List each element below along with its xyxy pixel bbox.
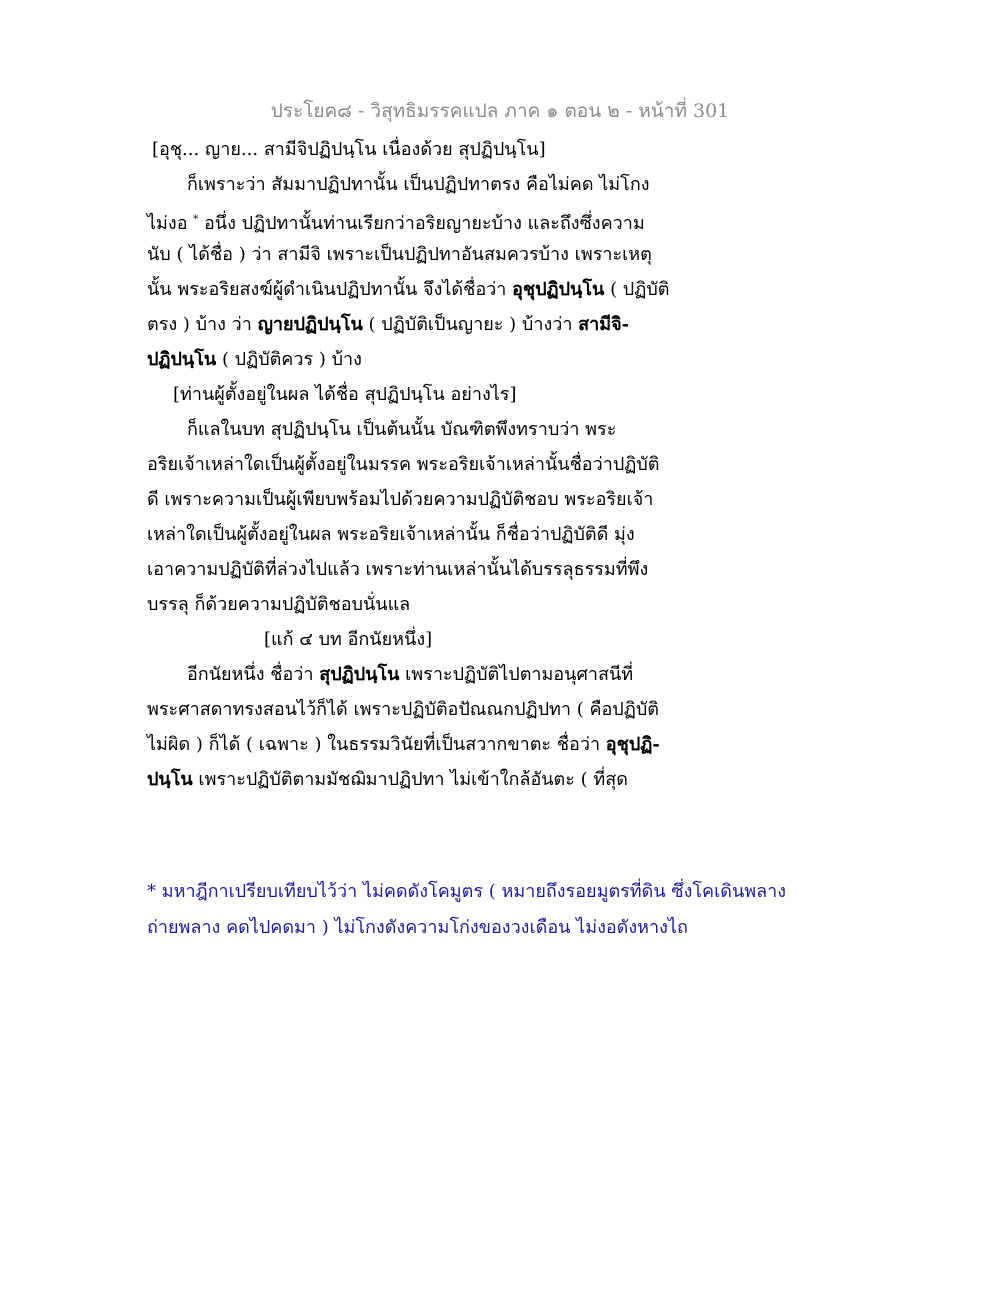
text-segment: ดี เพราะความเป็นผู้เพียบพร้อมไปด้วยความปฏิบัติชอบ พระอริยเจ้า [147, 489, 654, 510]
bold-term: อุชุปฏิปนฺโน [512, 279, 605, 300]
text-line [147, 377, 927, 412]
text-line [147, 517, 927, 552]
text-line [147, 552, 927, 587]
text-segment: [ท่านผู้ตั้งอยู่ในผล ได้ชื่อ สุปฏิปนฺโน อย่างไร] [173, 384, 517, 405]
text-segment: อริยเจ้าเหล่าใดเป็นผู้ตั้งอยู่ในมรรค พระอริยเจ้าเหล่านั้นชื่อว่าปฏิบัติ [147, 454, 660, 475]
text-segment: เหล่าใดเป็นผู้ตั้งอยู่ในผล พระอริยเจ้าเหล่านั้น ก็ชื่อว่าปฏิบัติดี มุ่ง [147, 524, 635, 545]
text-line [147, 132, 927, 167]
text-line [147, 237, 927, 272]
text-segment: พระศาสดาทรงสอนไว้ก็ได้ เพราะปฏิบัติอปัณณกปฏิปทา ( คือปฏิบัติ [147, 699, 659, 720]
text-segment: เพราะปฏิบัติไปตามอนุศาสนีที่ [399, 664, 634, 685]
footnote-marker: * [193, 214, 199, 225]
footnote-line: * มหาฎีกาเปรียบเทียบไว้ว่า ไม่คดดังโคมูตร ( หมายถึงรอยมูตรที่ดิน ซึ่งโคเดินพลาง [147, 881, 787, 902]
page-header: ประโยค๘ - วิสุทธิมรรคแปล ภาค ๑ ตอน ๒ - หน้าที่ 301 [270, 100, 730, 122]
text-segment: ( ปฏิบัติ [604, 279, 670, 300]
text-line [147, 307, 927, 342]
footnote [147, 874, 967, 946]
text-line [147, 622, 927, 657]
text-segment: ก็เพราะว่า สัมมาปฏิปทานั้น เป็นปฏิปทาตรง คือไม่คด ไม่โกง [187, 174, 650, 195]
text-line [147, 447, 927, 482]
text-segment: ก็แลในบท สุปฏิปนฺโน เป็นต้นนั้น บัณฑิตพึงทราบว่า พระ [187, 419, 617, 440]
bold-term: สามีจิ- [578, 314, 630, 335]
text-line [147, 587, 927, 622]
text-line [147, 412, 927, 447]
bold-term: ญายปฏิปนฺโน [257, 314, 363, 335]
text-segment: [แก้ ๔ บท อีกนัยหนึ่ง] [264, 629, 433, 650]
text-line [147, 762, 927, 797]
text-segment: เพราะปฏิบัติตามมัชฌิมาปฏิปทา ไม่เข้าใกล้อันตะ ( ที่สุด [192, 769, 628, 790]
footnote-line: ถ่ายพลาง คดไปคดมา ) ไม่โกงดังความโก่งของวงเดือน ไม่งอดังหางไถ [147, 917, 688, 938]
text-segment: ไม่งอ [147, 213, 194, 234]
text-line [147, 342, 927, 377]
text-line [147, 167, 927, 202]
text-line [147, 202, 927, 237]
bold-term: ปนฺโน [147, 769, 193, 790]
text-segment: นับ ( ได้ชื่อ ) ว่า สามีจิ เพราะเป็นปฏิปทาอันสมควรบ้าง เพราะเหตุ [147, 244, 652, 265]
text-segment: [อุชุ... ญาย... สามีจิปฏิปนฺโน เนื่องด้วย สุปฏิปนฺโน] [152, 139, 546, 160]
text-segment: ไม่ผิด ) ก็ได้ ( เฉพาะ ) ในธรรมวินัยที่เป็นสวากขาตะ ชื่อว่า [147, 734, 606, 755]
text-segment: อนึ่ง ปฏิปทานั้นท่านเรียกว่าอริยญายะบ้าง และถึงซึ่งความ [198, 213, 645, 234]
text-line [147, 727, 927, 762]
text-segment: ( ปฏิบัติเป็นญายะ ) บ้างว่า [362, 314, 579, 335]
bold-term: ปฏิปนฺโน [147, 349, 217, 370]
text-segment: นั้น พระอริยสงฆ์ผู้ดำเนินปฏิปทานั้น จึงได้ชื่อว่า [147, 279, 513, 300]
text-segment: อีกนัยหนึ่ง ชื่อว่า [187, 664, 320, 685]
text-segment: ( ปฏิบัติควร ) บ้าง [216, 349, 362, 370]
bold-term: สุปฏิปนฺโน [319, 664, 400, 685]
text-line [147, 657, 927, 692]
main-text [147, 132, 927, 797]
text-segment: ตรง ) บ้าง ว่า [147, 314, 258, 335]
text-line [147, 272, 927, 307]
text-line [147, 482, 927, 517]
bold-term: อุชุปฏิ- [605, 734, 660, 755]
text-segment: บรรลุ ก็ด้วยความปฏิบัติชอบนั่นแล [147, 594, 411, 615]
text-segment: เอาความปฏิบัติที่ล่วงไปแล้ว เพราะท่านเหล่านั้นได้บรรลุธรรมที่พึง [147, 559, 649, 580]
text-line [147, 692, 927, 727]
